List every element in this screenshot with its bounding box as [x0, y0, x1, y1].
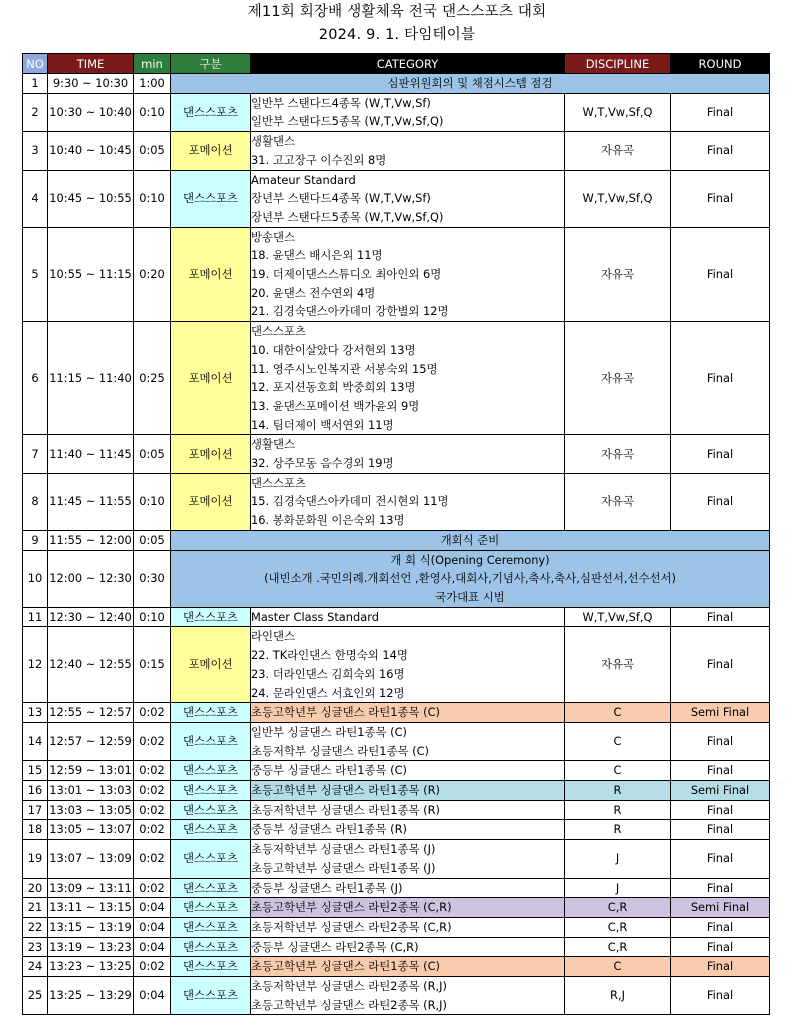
row-minutes: 0:05: [134, 530, 171, 550]
category-line: 초등저학부 싱글댄스 라틴1종목 (C): [251, 743, 429, 758]
table-row: [23, 917, 770, 937]
row-minutes: 0:04: [134, 917, 171, 937]
row-discipline: 자유곡: [565, 322, 671, 435]
row-time: 12:40 ~ 12:55: [48, 627, 134, 703]
row-minutes: 0:04: [134, 898, 171, 918]
header-no: NO: [23, 54, 48, 74]
row-number: 17: [23, 800, 48, 820]
row-time: 10:40 ~ 10:45: [48, 132, 134, 170]
row-category: [251, 607, 565, 627]
row-number: 13: [23, 703, 48, 723]
category-line: 12. 포지션동호회 박중희외 13명: [251, 380, 416, 395]
row-time: 12:55 ~ 12:57: [48, 703, 134, 723]
row-round: Final: [671, 627, 770, 703]
table-row: [23, 74, 770, 94]
row-discipline: C,R: [565, 898, 671, 918]
row-number: 22: [23, 917, 48, 937]
category-line: 댄스스포츠: [251, 324, 307, 339]
category-line: 일반부 스탠다드4종목 (W,T,Vw,Sf): [251, 95, 431, 110]
event-cell: [171, 530, 770, 550]
header-category: CATEGORY: [251, 54, 565, 74]
row-minutes: 0:10: [134, 93, 171, 131]
row-gubun: 댄스스포츠: [171, 820, 251, 840]
row-gubun: 댄스스포츠: [171, 703, 251, 723]
category-line: 11. 영주시노인복지관 서봉숙외 15명: [251, 361, 438, 376]
row-gubun: 포메이션: [171, 132, 251, 170]
category-line: 31. 고고장구 이수진외 8명: [251, 152, 387, 167]
row-minutes: 0:05: [134, 132, 171, 170]
row-gubun: 댄스스포츠: [171, 840, 251, 878]
timetable: [22, 53, 770, 1015]
row-discipline: R: [565, 800, 671, 820]
row-category: [251, 132, 565, 170]
category-line: 20. 윤댄스 전수연외 4명: [251, 285, 376, 300]
row-time: 13:23 ~ 13:25: [48, 957, 134, 977]
row-time: 12:59 ~ 13:01: [48, 761, 134, 781]
header-row: [23, 54, 770, 74]
row-gubun: 댄스스포츠: [171, 722, 251, 760]
table-row: [23, 820, 770, 840]
row-number: 4: [23, 170, 48, 227]
row-number: 5: [23, 227, 48, 322]
row-gubun: 포메이션: [171, 435, 251, 473]
row-time: 13:15 ~ 13:19: [48, 917, 134, 937]
row-gubun: 댄스스포츠: [171, 781, 251, 801]
row-category: [251, 227, 565, 322]
row-minutes: 0:30: [134, 550, 171, 607]
row-number: 19: [23, 840, 48, 878]
row-category: [251, 800, 565, 820]
table-row: [23, 473, 770, 530]
page-title: 제11회 회장배 생활체육 전국 댄스스포츠 대회: [247, 4, 547, 20]
row-round: Final: [671, 722, 770, 760]
row-number: 10: [23, 550, 48, 607]
category-line: 장년부 스탠다드5종목 (W,T,Vw,Sf,Q): [251, 209, 444, 224]
row-round: Final: [671, 800, 770, 820]
row-category: [251, 878, 565, 898]
row-round: Final: [671, 607, 770, 627]
row-discipline: R: [565, 781, 671, 801]
row-gubun: 댄스스포츠: [171, 957, 251, 977]
row-category: [251, 820, 565, 840]
category-line: 초등고학년부 싱글댄스 라틴1종목 (C): [251, 705, 440, 720]
row-minutes: 0:02: [134, 722, 171, 760]
table-row: [23, 170, 770, 227]
row-time: 11:15 ~ 11:40: [48, 322, 134, 435]
row-minutes: 0:02: [134, 820, 171, 840]
row-category: [251, 898, 565, 918]
category-line: 22. TK라인댄스 한명숙외 14명: [251, 648, 408, 663]
row-gubun: 포메이션: [171, 322, 251, 435]
row-category: [251, 917, 565, 937]
row-discipline: C: [565, 703, 671, 723]
category-line: 24. 문라인댄스 서효인외 12명: [251, 685, 405, 700]
row-gubun: 포메이션: [171, 227, 251, 322]
category-line: 32. 상주모동 음수경외 19명: [251, 456, 394, 471]
row-discipline: 자유곡: [565, 435, 671, 473]
row-minutes: 0:02: [134, 840, 171, 878]
row-discipline: 자유곡: [565, 473, 671, 530]
row-minutes: 0:02: [134, 703, 171, 723]
row-category: [251, 322, 565, 435]
row-discipline: 자유곡: [565, 132, 671, 170]
row-minutes: 0:15: [134, 627, 171, 703]
header-time: TIME: [48, 54, 134, 74]
row-category: [251, 627, 565, 703]
row-time: 11:55 ~ 12:00: [48, 530, 134, 550]
row-discipline: W,T,Vw,Sf,Q: [565, 607, 671, 627]
row-round: Final: [671, 93, 770, 131]
row-time: 11:45 ~ 11:55: [48, 473, 134, 530]
row-minutes: 0:04: [134, 937, 171, 957]
row-category: [251, 703, 565, 723]
category-line: 초등저학년부 싱글댄스 라틴2종목 (C,R): [251, 919, 452, 934]
category-line: 방송댄스: [251, 229, 296, 244]
row-discipline: 자유곡: [565, 627, 671, 703]
timetable-body: [23, 74, 770, 1015]
row-number: 3: [23, 132, 48, 170]
table-row: [23, 957, 770, 977]
row-minutes: 0:02: [134, 761, 171, 781]
row-time: 13:01 ~ 13:03: [48, 781, 134, 801]
row-gubun: 댄스스포츠: [171, 93, 251, 131]
row-gubun: 댄스스포츠: [171, 898, 251, 918]
row-number: 16: [23, 781, 48, 801]
row-round: Final: [671, 820, 770, 840]
row-category: [251, 840, 565, 878]
row-round: Final: [671, 878, 770, 898]
row-number: 1: [23, 74, 48, 94]
category-line: 초등고학년부 싱글댄스 라틴1종목 (J): [251, 860, 436, 875]
row-minutes: 0:20: [134, 227, 171, 322]
table-row: [23, 435, 770, 473]
row-gubun: 댄스스포츠: [171, 878, 251, 898]
row-minutes: 0:25: [134, 322, 171, 435]
row-gubun: 댄스스포츠: [171, 800, 251, 820]
row-round: Final: [671, 977, 770, 1015]
row-round: Final: [671, 957, 770, 977]
row-time: 12:57 ~ 12:59: [48, 722, 134, 760]
row-discipline: C: [565, 761, 671, 781]
row-time: 10:45 ~ 10:55: [48, 170, 134, 227]
row-time: 12:30 ~ 12:40: [48, 607, 134, 627]
category-line: 중등부 싱글댄스 라틴2종목 (C,R): [251, 939, 419, 954]
row-gubun: 댄스스포츠: [171, 917, 251, 937]
table-row: [23, 227, 770, 322]
row-round: Final: [671, 840, 770, 878]
table-row: [23, 761, 770, 781]
event-line: 심판위원회의 및 채점시스템 점검: [387, 76, 553, 90]
row-time: 10:55 ~ 11:15: [48, 227, 134, 322]
row-round: Final: [671, 132, 770, 170]
event-line: 개 회 식(Opening Ceremony): [390, 552, 550, 567]
header-discipline: DISCIPLINE: [565, 54, 671, 74]
row-time: 13:07 ~ 13:09: [48, 840, 134, 878]
category-line: 장년부 스탠다드4종목 (W,T,Vw,Sf): [251, 191, 431, 206]
row-discipline: C,R: [565, 917, 671, 937]
row-gubun: 댄스스포츠: [171, 761, 251, 781]
row-category: [251, 957, 565, 977]
row-category: [251, 722, 565, 760]
row-discipline: J: [565, 878, 671, 898]
category-line: 초등저학년부 싱글댄스 라틴1종목 (J): [251, 842, 436, 857]
row-time: 13:05 ~ 13:07: [48, 820, 134, 840]
row-round: Semi Final: [671, 703, 770, 723]
table-row: [23, 977, 770, 1015]
row-number: 7: [23, 435, 48, 473]
row-gubun: 포메이션: [171, 627, 251, 703]
row-discipline: 자유곡: [565, 227, 671, 322]
row-number: 15: [23, 761, 48, 781]
row-category: [251, 977, 565, 1015]
table-row: [23, 607, 770, 627]
table-row: [23, 781, 770, 801]
row-minutes: 0:10: [134, 473, 171, 530]
row-number: 12: [23, 627, 48, 703]
row-discipline: R,J: [565, 977, 671, 1015]
row-minutes: 0:02: [134, 957, 171, 977]
category-line: 일반부 싱글댄스 라틴1종목 (C): [251, 724, 407, 739]
event-line: (내빈소개 .국민의례.개회선언 ,환영사,대회사,기념사,축사,축사,심판선서,선수선서): [264, 571, 676, 586]
category-line: 중등부 싱글댄스 라틴1종목 (C): [251, 763, 407, 778]
table-row: [23, 530, 770, 550]
row-discipline: J: [565, 840, 671, 878]
category-line: 초등저학년부 싱글댄스 라틴2종목 (R,J): [251, 979, 447, 994]
category-line: 23. 더라인댄스 김희숙외 16명: [251, 666, 405, 681]
category-line: 16. 봉화문화원 이은숙외 13명: [251, 513, 405, 528]
category-line: 21. 김경숙댄스아카데미 강한별외 12명: [251, 304, 449, 319]
category-line: 중등부 싱글댄스 라틴1종목 (R): [251, 822, 407, 837]
page-subtitle: 2024. 9. 1. 타임테이블: [318, 27, 476, 43]
category-line: 14. 팀더제이 백서연외 11명: [251, 417, 394, 432]
row-discipline: W,T,Vw,Sf,Q: [565, 93, 671, 131]
row-number: 11: [23, 607, 48, 627]
category-line: 초등고학년부 싱글댄스 라틴1종목 (C): [251, 959, 440, 974]
category-line: 18. 윤댄스 배시은외 11명: [251, 248, 383, 263]
header-gubun: 구분: [171, 54, 251, 74]
category-line: 생활댄스: [251, 437, 296, 452]
table-row: [23, 800, 770, 820]
header-round: ROUND: [671, 54, 770, 74]
category-line: 10. 대한이살았다 강서현외 13명: [251, 342, 416, 357]
row-time: 12:00 ~ 12:30: [48, 550, 134, 607]
row-number: 2: [23, 93, 48, 131]
event-line: 국가대표 시범: [435, 589, 505, 604]
table-row: [23, 93, 770, 131]
category-line: 초등저학년부 싱글댄스 라틴1종목 (R): [251, 802, 440, 817]
row-discipline: C: [565, 957, 671, 977]
row-gubun: 댄스스포츠: [171, 977, 251, 1015]
row-number: 6: [23, 322, 48, 435]
row-gubun: 포메이션: [171, 473, 251, 530]
category-line: 댄스스포츠: [251, 475, 307, 490]
event-cell: [171, 74, 770, 94]
event-cell: [171, 550, 770, 607]
row-minutes: 0:10: [134, 170, 171, 227]
row-minutes: 0:02: [134, 781, 171, 801]
row-round: Final: [671, 322, 770, 435]
row-number: 18: [23, 820, 48, 840]
row-gubun: 댄스스포츠: [171, 170, 251, 227]
category-line: 일반부 스탠다드5종목 (W,T,Vw,Sf,Q): [251, 114, 444, 129]
row-discipline: C: [565, 722, 671, 760]
category-line: Amateur Standard: [251, 172, 356, 187]
row-time: 13:03 ~ 13:05: [48, 800, 134, 820]
row-number: 25: [23, 977, 48, 1015]
row-discipline: W,T,Vw,Sf,Q: [565, 170, 671, 227]
row-time: 10:30 ~ 10:40: [48, 93, 134, 131]
row-minutes: 0:05: [134, 435, 171, 473]
table-row: [23, 840, 770, 878]
row-minutes: 0:10: [134, 607, 171, 627]
category-line: 중등부 싱글댄스 라틴1종목 (J): [251, 880, 403, 895]
row-round: Final: [671, 435, 770, 473]
row-gubun: 댄스스포츠: [171, 937, 251, 957]
row-round: Final: [671, 761, 770, 781]
row-minutes: 0:04: [134, 977, 171, 1015]
row-round: Semi Final: [671, 781, 770, 801]
row-discipline: C,R: [565, 937, 671, 957]
row-number: 23: [23, 937, 48, 957]
category-line: 라인댄스: [251, 629, 296, 644]
row-time: 13:19 ~ 13:23: [48, 937, 134, 957]
row-time: 13:09 ~ 13:11: [48, 878, 134, 898]
row-category: [251, 473, 565, 530]
row-round: Final: [671, 170, 770, 227]
document-header: [0, 0, 794, 45]
row-round: Final: [671, 917, 770, 937]
row-time: 9:30 ~ 10:30: [48, 74, 134, 94]
row-category: [251, 435, 565, 473]
row-time: 13:25 ~ 13:29: [48, 977, 134, 1015]
row-number: 8: [23, 473, 48, 530]
row-minutes: 0:02: [134, 800, 171, 820]
row-category: [251, 761, 565, 781]
row-minutes: 1:00: [134, 74, 171, 94]
category-line: Master Class Standard: [251, 609, 379, 624]
row-time: 11:40 ~ 11:45: [48, 435, 134, 473]
row-category: [251, 781, 565, 801]
table-row: [23, 627, 770, 703]
table-row: [23, 722, 770, 760]
category-line: 초등고학년부 싱글댄스 라틴2종목 (C,R): [251, 900, 452, 915]
table-row: [23, 550, 770, 607]
table-row: [23, 937, 770, 957]
category-line: 초등고학년부 싱글댄스 라틴2종목 (R,J): [251, 997, 447, 1012]
table-row: [23, 132, 770, 170]
header-min: min: [134, 54, 171, 74]
event-line: 개회식 준비: [440, 532, 500, 547]
row-category: [251, 937, 565, 957]
row-number: 24: [23, 957, 48, 977]
row-category: [251, 170, 565, 227]
row-number: 20: [23, 878, 48, 898]
row-number: 9: [23, 530, 48, 550]
row-minutes: 0:02: [134, 878, 171, 898]
row-gubun: 댄스스포츠: [171, 607, 251, 627]
row-round: Final: [671, 937, 770, 957]
row-discipline: R: [565, 820, 671, 840]
row-number: 14: [23, 722, 48, 760]
row-category: [251, 93, 565, 131]
table-row: [23, 878, 770, 898]
table-row: [23, 322, 770, 435]
category-line: 초등고학년부 싱글댄스 라틴1종목 (R): [251, 783, 440, 798]
row-round: Final: [671, 473, 770, 530]
table-row: [23, 703, 770, 723]
row-time: 13:11 ~ 13:15: [48, 898, 134, 918]
row-number: 21: [23, 898, 48, 918]
row-round: Final: [671, 227, 770, 322]
category-line: 13. 윤댄스포메이션 백가윤외 9명: [251, 398, 420, 413]
category-line: 15. 김경숙댄스아카데미 전시현외 11명: [251, 494, 449, 509]
category-line: 19. 더제이댄스스튜디오 최아인외 6명: [251, 267, 442, 282]
table-row: [23, 898, 770, 918]
category-line: 생활댄스: [251, 134, 296, 149]
row-round: Semi Final: [671, 898, 770, 918]
